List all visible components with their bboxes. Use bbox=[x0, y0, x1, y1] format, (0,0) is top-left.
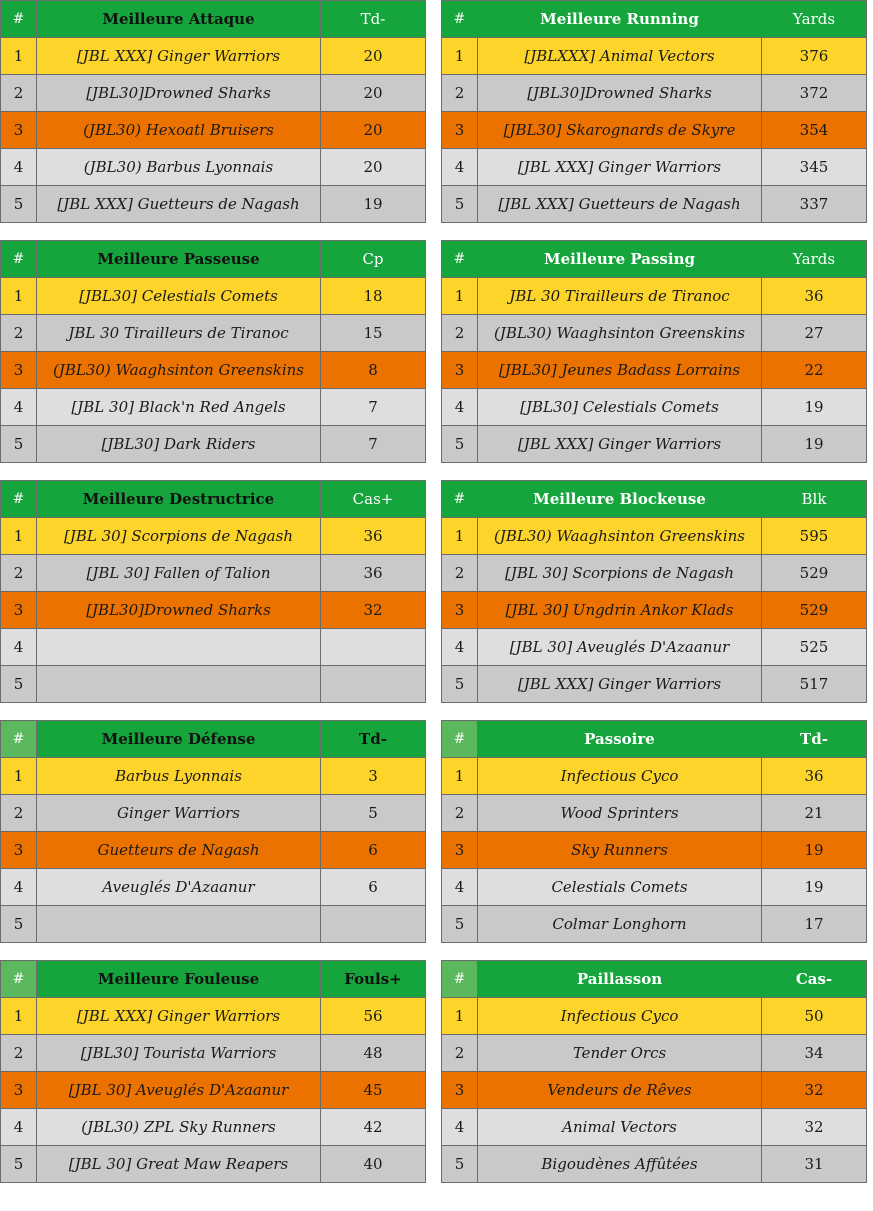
table-row bbox=[442, 426, 867, 463]
team-cell: [JBL 30] Scorpions de Nagash bbox=[478, 555, 762, 592]
table-row bbox=[442, 1072, 867, 1109]
table-row bbox=[442, 186, 867, 223]
team-cell: [JBL30]Drowned Sharks bbox=[37, 75, 321, 112]
table-row bbox=[442, 795, 867, 832]
rank-cell: 1 bbox=[1, 278, 37, 315]
team-cell bbox=[37, 906, 321, 943]
team-cell: (JBL30) ZPL Sky Runners bbox=[37, 1109, 321, 1146]
team-cell: Barbus Lyonnais bbox=[37, 758, 321, 795]
table-row bbox=[442, 112, 867, 149]
rank-cell: 1 bbox=[1, 998, 37, 1035]
hash-header: # bbox=[442, 721, 478, 758]
value-cell: 45 bbox=[321, 1072, 426, 1109]
value-cell bbox=[321, 906, 426, 943]
team-cell: [JBL30] Celestials Comets bbox=[37, 278, 321, 315]
table-row bbox=[1, 666, 426, 703]
value-cell: 525 bbox=[762, 629, 867, 666]
rank-cell: 4 bbox=[442, 629, 478, 666]
table-passoire bbox=[441, 720, 867, 943]
value-cell: 18 bbox=[321, 278, 426, 315]
value-cell: 40 bbox=[321, 1146, 426, 1183]
team-cell: Vendeurs de Rêves bbox=[478, 1072, 762, 1109]
team-cell: [JBL 30] Ungdrin Ankor Klads bbox=[478, 592, 762, 629]
team-cell: [JBL XXX] Ginger Warriors bbox=[37, 38, 321, 75]
value-cell: 19 bbox=[762, 869, 867, 906]
team-cell: [JBL XXX] Ginger Warriors bbox=[37, 998, 321, 1035]
table-meilleure-blockeuse bbox=[441, 480, 867, 703]
value-cell: 36 bbox=[762, 278, 867, 315]
rank-cell: 4 bbox=[1, 149, 37, 186]
table-meilleure-passeuse bbox=[0, 240, 426, 463]
rank-cell: 4 bbox=[442, 1109, 478, 1146]
team-cell: (JBL30) Waaghsinton Greenskins bbox=[478, 518, 762, 555]
table-title: Meilleure Blockeuse bbox=[478, 481, 762, 518]
team-cell: Bigoudènes Affûtées bbox=[478, 1146, 762, 1183]
rank-cell: 1 bbox=[442, 998, 478, 1035]
table-row bbox=[442, 1109, 867, 1146]
value-cell: 36 bbox=[321, 518, 426, 555]
hash-header: # bbox=[1, 961, 37, 998]
table-row bbox=[1, 832, 426, 869]
team-cell: JBL 30 Tirailleurs de Tiranoc bbox=[37, 315, 321, 352]
value-cell: 595 bbox=[762, 518, 867, 555]
value-cell: 6 bbox=[321, 869, 426, 906]
metric-header: Cas+ bbox=[321, 481, 426, 518]
table-row bbox=[1, 278, 426, 315]
value-cell: 36 bbox=[762, 758, 867, 795]
table-row bbox=[1, 592, 426, 629]
table-title: Meilleure Attaque bbox=[37, 1, 321, 38]
table-row bbox=[1, 352, 426, 389]
table-header bbox=[442, 241, 867, 278]
table-row bbox=[442, 1146, 867, 1183]
table-title: Paillasson bbox=[478, 961, 762, 998]
value-cell: 20 bbox=[321, 149, 426, 186]
rank-cell: 4 bbox=[1, 389, 37, 426]
rank-cell: 4 bbox=[442, 389, 478, 426]
table-title: Meilleure Passing bbox=[478, 241, 762, 278]
rank-cell: 3 bbox=[442, 592, 478, 629]
value-cell: 372 bbox=[762, 75, 867, 112]
table-row bbox=[442, 1035, 867, 1072]
value-cell: 56 bbox=[321, 998, 426, 1035]
metric-header: Blk bbox=[762, 481, 867, 518]
table-header bbox=[442, 1, 867, 38]
table-header bbox=[1, 1, 426, 38]
table-row bbox=[1, 1072, 426, 1109]
table-title: Passoire bbox=[478, 721, 762, 758]
rank-cell: 5 bbox=[442, 426, 478, 463]
table-meilleure-defense bbox=[0, 720, 426, 943]
value-cell: 32 bbox=[321, 592, 426, 629]
team-cell: [JBL 30] Scorpions de Nagash bbox=[37, 518, 321, 555]
metric-header: Yards bbox=[762, 241, 867, 278]
table-row bbox=[442, 555, 867, 592]
value-cell: 21 bbox=[762, 795, 867, 832]
table-row bbox=[442, 629, 867, 666]
team-cell: Infectious Cyco bbox=[478, 758, 762, 795]
hash-header: # bbox=[442, 481, 478, 518]
rank-cell: 1 bbox=[442, 38, 478, 75]
value-cell: 345 bbox=[762, 149, 867, 186]
rank-cell: 5 bbox=[1, 666, 37, 703]
metric-header: Td- bbox=[762, 721, 867, 758]
table-row bbox=[442, 832, 867, 869]
value-cell: 20 bbox=[321, 38, 426, 75]
table-title: Meilleure Fouleuse bbox=[37, 961, 321, 998]
rank-cell: 5 bbox=[442, 186, 478, 223]
team-cell: Ginger Warriors bbox=[37, 795, 321, 832]
metric-header: Cp bbox=[321, 241, 426, 278]
table-row bbox=[442, 389, 867, 426]
value-cell: 6 bbox=[321, 832, 426, 869]
team-cell: Wood Sprinters bbox=[478, 795, 762, 832]
team-cell bbox=[37, 629, 321, 666]
rank-cell: 4 bbox=[1, 1109, 37, 1146]
table-header bbox=[1, 721, 426, 758]
table-row bbox=[442, 38, 867, 75]
team-cell: [JBL XXX] Ginger Warriors bbox=[478, 666, 762, 703]
value-cell: 529 bbox=[762, 555, 867, 592]
rank-cell: 2 bbox=[442, 555, 478, 592]
value-cell: 3 bbox=[321, 758, 426, 795]
team-cell: [JBL30] Dark Riders bbox=[37, 426, 321, 463]
value-cell: 19 bbox=[762, 389, 867, 426]
team-cell: [JBL30]Drowned Sharks bbox=[37, 592, 321, 629]
rank-cell: 5 bbox=[1, 186, 37, 223]
value-cell: 5 bbox=[321, 795, 426, 832]
rank-cell: 4 bbox=[442, 149, 478, 186]
value-cell: 36 bbox=[321, 555, 426, 592]
value-cell: 7 bbox=[321, 389, 426, 426]
team-cell: [JBLXXX] Animal Vectors bbox=[478, 38, 762, 75]
table-row bbox=[1, 38, 426, 75]
hash-header: # bbox=[1, 241, 37, 278]
team-cell: [JBL30] Jeunes Badass Lorrains bbox=[478, 352, 762, 389]
table-row bbox=[1, 112, 426, 149]
team-cell: [JBL30]Drowned Sharks bbox=[478, 75, 762, 112]
rank-cell: 3 bbox=[442, 832, 478, 869]
table-row bbox=[442, 666, 867, 703]
table-paillasson bbox=[441, 960, 867, 1183]
rank-cell: 5 bbox=[442, 906, 478, 943]
rank-cell: 3 bbox=[1, 832, 37, 869]
rank-cell: 2 bbox=[1, 795, 37, 832]
value-cell: 20 bbox=[321, 75, 426, 112]
value-cell: 529 bbox=[762, 592, 867, 629]
hash-header: # bbox=[1, 481, 37, 518]
rank-cell: 3 bbox=[442, 352, 478, 389]
rank-cell: 3 bbox=[1, 592, 37, 629]
metric-header: Yards bbox=[762, 1, 867, 38]
rank-cell: 1 bbox=[1, 38, 37, 75]
rank-cell: 3 bbox=[1, 112, 37, 149]
table-row bbox=[1, 1109, 426, 1146]
team-cell: [JBL30] Celestials Comets bbox=[478, 389, 762, 426]
team-cell: [JBL 30] Aveuglés D'Azaanur bbox=[478, 629, 762, 666]
value-cell: 48 bbox=[321, 1035, 426, 1072]
table-row bbox=[1, 186, 426, 223]
rank-cell: 3 bbox=[442, 112, 478, 149]
rank-cell: 2 bbox=[442, 75, 478, 112]
table-row bbox=[1, 315, 426, 352]
value-cell: 22 bbox=[762, 352, 867, 389]
table-row bbox=[1, 629, 426, 666]
value-cell: 42 bbox=[321, 1109, 426, 1146]
table-row bbox=[1, 426, 426, 463]
table-row bbox=[442, 315, 867, 352]
team-cell: [JBL 30] Great Maw Reapers bbox=[37, 1146, 321, 1183]
hash-header: # bbox=[442, 241, 478, 278]
table-row bbox=[442, 758, 867, 795]
value-cell: 7 bbox=[321, 426, 426, 463]
team-cell: [JBL XXX] Guetteurs de Nagash bbox=[478, 186, 762, 223]
table-title: Meilleure Destructrice bbox=[37, 481, 321, 518]
team-cell: [JBL30] Tourista Warriors bbox=[37, 1035, 321, 1072]
rank-cell: 3 bbox=[1, 352, 37, 389]
rank-cell: 4 bbox=[1, 869, 37, 906]
rank-cell: 2 bbox=[442, 315, 478, 352]
table-row bbox=[1, 389, 426, 426]
team-cell: Animal Vectors bbox=[478, 1109, 762, 1146]
value-cell bbox=[321, 666, 426, 703]
table-header bbox=[1, 481, 426, 518]
hash-header: # bbox=[442, 1, 478, 38]
rank-cell: 4 bbox=[1, 629, 37, 666]
rank-cell: 3 bbox=[442, 1072, 478, 1109]
rank-cell: 1 bbox=[1, 518, 37, 555]
value-cell: 31 bbox=[762, 1146, 867, 1183]
table-row bbox=[1, 1035, 426, 1072]
table-row bbox=[1, 518, 426, 555]
team-cell bbox=[37, 666, 321, 703]
rank-cell: 5 bbox=[1, 426, 37, 463]
rank-cell: 5 bbox=[1, 906, 37, 943]
value-cell: 34 bbox=[762, 1035, 867, 1072]
metric-header: Cas- bbox=[762, 961, 867, 998]
value-cell: 517 bbox=[762, 666, 867, 703]
table-row bbox=[1, 869, 426, 906]
metric-header: Td- bbox=[321, 721, 426, 758]
value-cell: 32 bbox=[762, 1109, 867, 1146]
value-cell: 15 bbox=[321, 315, 426, 352]
team-cell: (JBL30) Barbus Lyonnais bbox=[37, 149, 321, 186]
table-header bbox=[442, 481, 867, 518]
team-cell: (JBL30) Waaghsinton Greenskins bbox=[478, 315, 762, 352]
table-meilleure-passing bbox=[441, 240, 867, 463]
team-cell: [JBL XXX] Ginger Warriors bbox=[478, 149, 762, 186]
table-row bbox=[442, 149, 867, 186]
table-row bbox=[442, 592, 867, 629]
value-cell: 19 bbox=[762, 832, 867, 869]
team-cell: Infectious Cyco bbox=[478, 998, 762, 1035]
team-cell: Guetteurs de Nagash bbox=[37, 832, 321, 869]
table-row bbox=[1, 906, 426, 943]
table-row bbox=[442, 518, 867, 555]
metric-header: Fouls+ bbox=[321, 961, 426, 998]
value-cell bbox=[321, 629, 426, 666]
table-row bbox=[442, 352, 867, 389]
rank-cell: 2 bbox=[1, 555, 37, 592]
value-cell: 17 bbox=[762, 906, 867, 943]
table-title: Meilleure Défense bbox=[37, 721, 321, 758]
rank-cell: 1 bbox=[442, 758, 478, 795]
rank-cell: 2 bbox=[1, 75, 37, 112]
metric-header: Td- bbox=[321, 1, 426, 38]
team-cell: [JBL 30] Aveuglés D'Azaanur bbox=[37, 1072, 321, 1109]
table-row bbox=[1, 149, 426, 186]
value-cell: 32 bbox=[762, 1072, 867, 1109]
table-row bbox=[442, 869, 867, 906]
rank-cell: 1 bbox=[1, 758, 37, 795]
rank-cell: 2 bbox=[442, 1035, 478, 1072]
table-meilleure-destructrice bbox=[0, 480, 426, 703]
rank-cell: 3 bbox=[1, 1072, 37, 1109]
table-row bbox=[442, 998, 867, 1035]
team-cell: [JBL 30] Black'n Red Angels bbox=[37, 389, 321, 426]
hash-header: # bbox=[1, 721, 37, 758]
value-cell: 19 bbox=[762, 426, 867, 463]
table-row bbox=[1, 795, 426, 832]
table-row bbox=[442, 278, 867, 315]
rank-cell: 5 bbox=[442, 1146, 478, 1183]
value-cell: 337 bbox=[762, 186, 867, 223]
hash-header: # bbox=[1, 1, 37, 38]
team-cell: Aveuglés D'Azaanur bbox=[37, 869, 321, 906]
table-row bbox=[442, 75, 867, 112]
value-cell: 27 bbox=[762, 315, 867, 352]
table-header bbox=[1, 241, 426, 278]
value-cell: 50 bbox=[762, 998, 867, 1035]
table-row bbox=[1, 555, 426, 592]
team-cell: [JBL XXX] Ginger Warriors bbox=[478, 426, 762, 463]
rank-cell: 5 bbox=[1, 1146, 37, 1183]
table-row bbox=[1, 75, 426, 112]
rank-cell: 2 bbox=[1, 315, 37, 352]
value-cell: 376 bbox=[762, 38, 867, 75]
team-cell: Colmar Longhorn bbox=[478, 906, 762, 943]
rank-cell: 5 bbox=[442, 666, 478, 703]
table-row bbox=[1, 758, 426, 795]
table-meilleure-fouleuse bbox=[0, 960, 426, 1183]
team-cell: [JBL30] Skarognards de Skyre bbox=[478, 112, 762, 149]
table-row bbox=[442, 906, 867, 943]
rank-cell: 1 bbox=[442, 518, 478, 555]
team-cell: JBL 30 Tirailleurs de Tiranoc bbox=[478, 278, 762, 315]
team-cell: (JBL30) Waaghsinton Greenskins bbox=[37, 352, 321, 389]
table-header bbox=[442, 721, 867, 758]
team-cell: Celestials Comets bbox=[478, 869, 762, 906]
table-row bbox=[1, 1146, 426, 1183]
table-header bbox=[1, 961, 426, 998]
table-header bbox=[442, 961, 867, 998]
value-cell: 8 bbox=[321, 352, 426, 389]
team-cell: [JBL XXX] Guetteurs de Nagash bbox=[37, 186, 321, 223]
team-cell: Sky Runners bbox=[478, 832, 762, 869]
table-meilleure-attaque bbox=[0, 0, 426, 223]
team-cell: Tender Orcs bbox=[478, 1035, 762, 1072]
value-cell: 354 bbox=[762, 112, 867, 149]
table-meilleure-running bbox=[441, 0, 867, 223]
table-row bbox=[1, 998, 426, 1035]
table-title: Meilleure Passeuse bbox=[37, 241, 321, 278]
team-cell: (JBL30) Hexoatl Bruisers bbox=[37, 112, 321, 149]
rank-cell: 1 bbox=[442, 278, 478, 315]
team-cell: [JBL 30] Fallen of Talion bbox=[37, 555, 321, 592]
rank-cell: 2 bbox=[442, 795, 478, 832]
table-title: Meilleure Running bbox=[478, 1, 762, 38]
rank-cell: 4 bbox=[442, 869, 478, 906]
value-cell: 20 bbox=[321, 112, 426, 149]
value-cell: 19 bbox=[321, 186, 426, 223]
hash-header: # bbox=[442, 961, 478, 998]
rank-cell: 2 bbox=[1, 1035, 37, 1072]
